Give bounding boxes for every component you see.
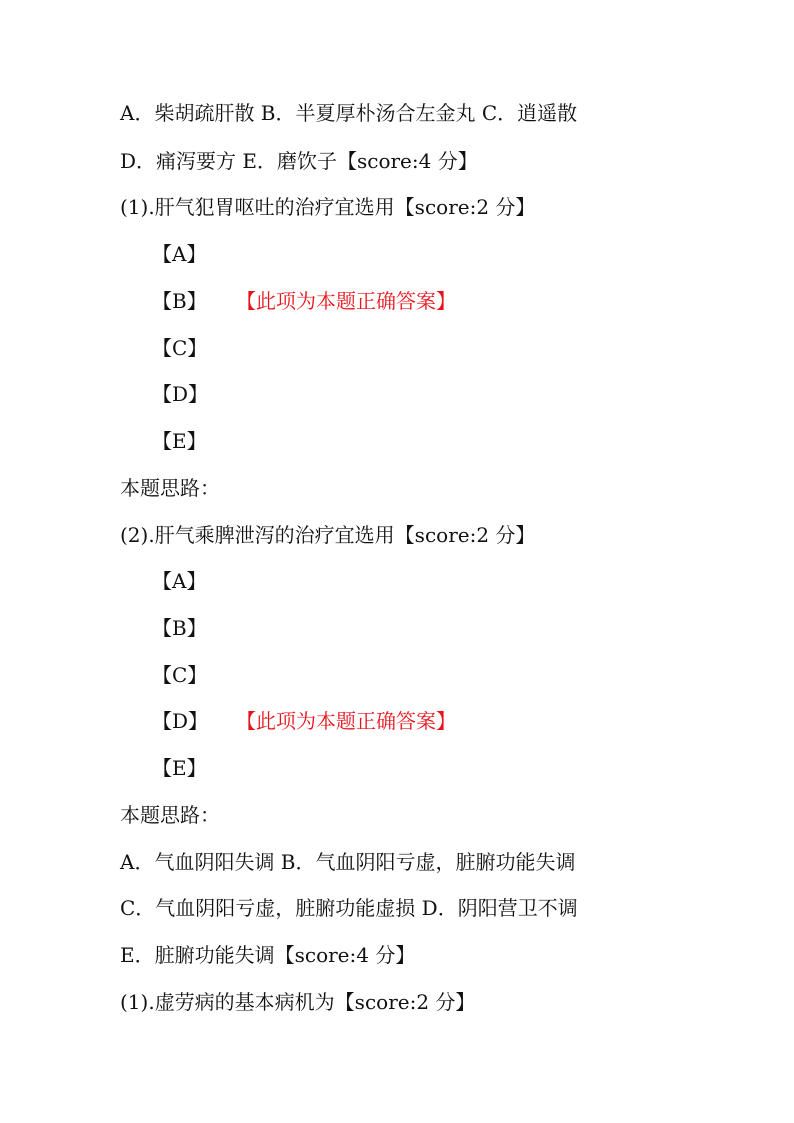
block1-options-line-2: D．痛泻要方 E．磨饮子【score:4 分】	[120, 149, 478, 173]
correct-answer-note: 【此项为本题正确答案】	[236, 289, 456, 313]
block1-q1-choice-c	[152, 334, 207, 362]
choice-label: 【C】	[152, 663, 208, 687]
block1-q1-choice-b	[152, 287, 456, 315]
block1-q2-choice-a	[152, 567, 206, 595]
correct-answer-note: 【此项为本题正确答案】	[236, 709, 456, 733]
block1-q2-choice-e	[152, 754, 207, 782]
block1-q2-choice-c	[152, 661, 207, 689]
block2-options-line-2: C．气血阴阳亏虚，脏腑功能虚损 D．阴阳营卫不调	[120, 896, 578, 920]
block1-q1-choice-d	[152, 380, 208, 408]
block1-q1-analysis-label: 本题思路：	[120, 476, 220, 500]
choice-label: 【E】	[152, 429, 207, 453]
block1-q1-stem: (1).肝气犯胃呕吐的治疗宜选用【score:2 分】	[120, 195, 536, 219]
block2-options-line-1: A．气血阴阳失调 B．气血阴阳亏虚，脏腑功能失调	[120, 850, 576, 874]
block1-q1-choice-e	[152, 427, 207, 455]
block1-q2-choice-b	[152, 614, 207, 642]
choice-label: 【C】	[152, 336, 208, 360]
choice-label: 【A】	[152, 242, 207, 266]
block1-options-line-1: A．柴胡疏肝散 B．半夏厚朴汤合左金丸 C．逍遥散	[120, 101, 578, 125]
choice-label: 【D】	[152, 382, 209, 406]
block1-q2-choice-d	[152, 707, 456, 735]
block1-q1-choice-a	[152, 240, 206, 268]
choice-label: 【B】	[152, 616, 207, 640]
choice-label: 【D】	[152, 709, 209, 733]
choice-label: 【E】	[152, 756, 207, 780]
choice-label: 【A】	[152, 569, 207, 593]
block2-q1-stem: (1).虚劳病的基本病机为【score:2 分】	[120, 990, 476, 1014]
choice-label: 【B】	[152, 289, 207, 313]
block1-q2-analysis-label: 本题思路：	[120, 803, 220, 827]
block1-q2-stem: (2).肝气乘脾泄泻的治疗宜选用【score:2 分】	[120, 523, 536, 547]
block2-options-line-3: E．脏腑功能失调【score:4 分】	[120, 943, 416, 967]
